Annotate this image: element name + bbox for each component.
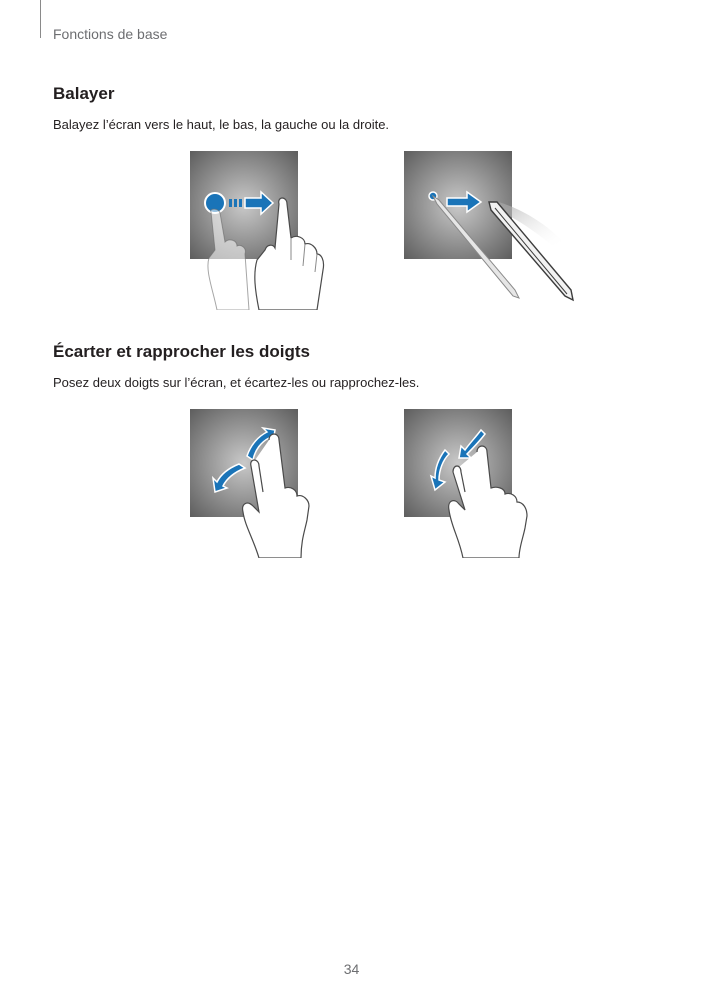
hand-swipe-illustration [189,150,329,310]
section-title-swipe: Balayer [53,84,115,103]
pinch-out-illustration [189,408,329,558]
header-rule [40,0,41,38]
pinch-in-illustration [403,408,543,558]
section-text-pinch: Posez deux doigts sur l’écran, et écartez-les ou rapprochez-les. [53,375,420,390]
pen-swipe-illustration [403,150,583,310]
header-section-title: Fonctions de base [53,26,168,42]
section-title-pinch: Écarter et rapprocher les doigts [53,342,310,361]
section-text-swipe: Balayez l’écran vers le haut, le bas, la gauche ou la droite. [53,117,390,132]
page-number: 34 [343,961,360,977]
